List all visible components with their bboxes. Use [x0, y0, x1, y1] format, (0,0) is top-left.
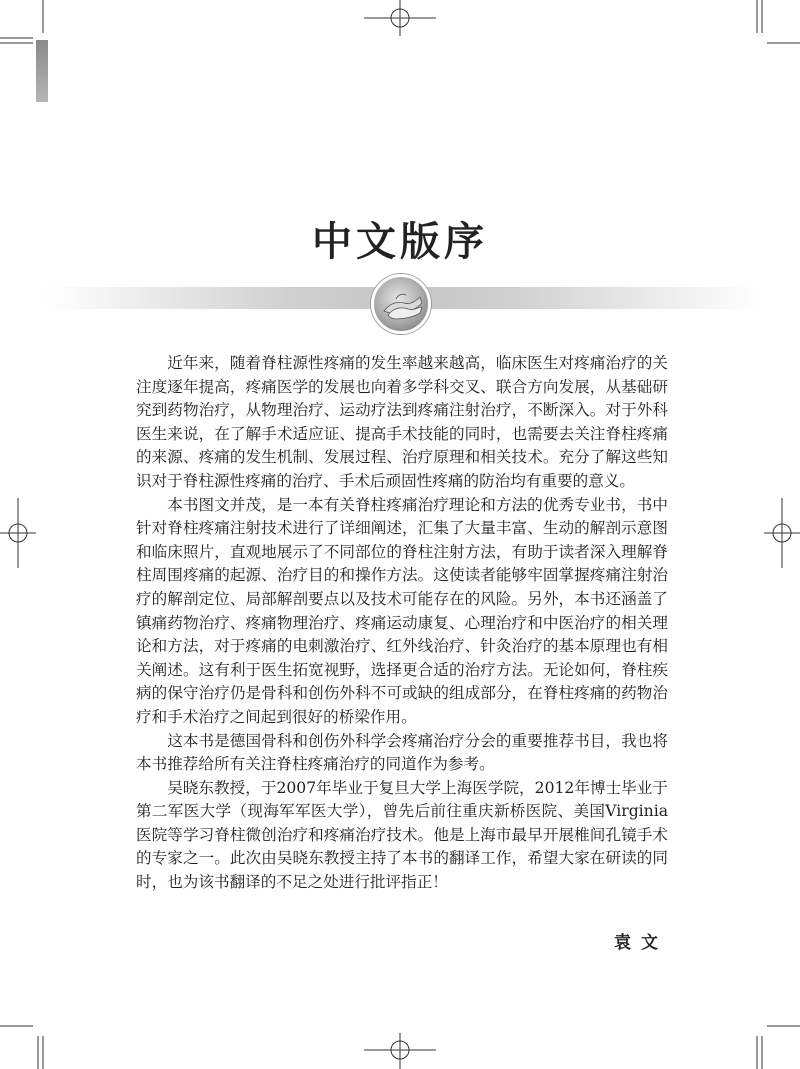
author-signature: 袁文: [614, 933, 668, 953]
margin-tab-bar: [36, 40, 48, 102]
preface-body: [136, 352, 668, 895]
paragraph: 近年来，随着脊柱源性疼痛的发生率越来越高，临床医生对疼痛治疗的关注度逐年提高，疼痛医学的发展也向着多学科交叉、联合方向发展，从基础研究到药物治疗，从物理治疗、运动疗法到疼痛注射治疗，不断深入。对于外科医生来说，在了解手术适应证、提高手术技能的同时，也需要去关注脊柱疼痛的来源、疼痛的发生机制、发展过程、治疗原理和相关技术。充分了解这些知识对于脊柱源性疼痛的治疗、手术后顽固性疼痛的防治均有重要的意义。: [136, 354, 668, 490]
paragraph: 本书图文并茂，是一本有关脊柱疼痛治疗理论和方法的优秀专业书，书中针对脊柱疼痛注射技术进行了详细阐述，汇集了大量丰富、生动的解剖示意图和临床照片，直观地展示了不同部位的脊柱注射方法，有助于读者深入理解脊柱周围疼痛的起源、治疗目的和操作方法。这使读者能够牢固掌握疼痛注射治疗的解剖定位、局部解剖要点以及技术可能存在的风险。另外，本书还涵盖了镇痛药物治疗、疼痛物理治疗、疼痛运动康复、心理治疗和中医治疗的相关理论和方法，对于疼痛的电刺激治疗、红外线治疗、针灸治疗的基本原理也有相关阐述。这有利于医生拓宽视野，选择更合适的治疗方法。无论如何，脊柱疾病的保守治疗仍是骨科和创伤外科不可或缺的组成部分，在脊柱疼痛的药物治疗和手术治疗之间起到很好的桥梁作用。: [136, 495, 668, 726]
hands-photo-icon: [371, 274, 431, 334]
paragraph: 吴晓东教授，于2007年毕业于复旦大学上海医学院，2012年博士毕业于第二军医大学（现海军军医大学），曾先后前往重庆新桥医院、美国Virginia医院等学习脊柱微创治疗和疼痛治疗技术。他是上海市最早开展椎间孔镜手术的专家之一。此次由吴晓东教授主持了本书的翻译工作，希望大家在研读的同时，也为该书翻译的不足之处进行批评指正！: [136, 778, 668, 892]
paragraph: 这本书是德国骨科和创伤外科学会疼痛治疗分会的重要推荐书目，我也将本书推荐给所有关注脊柱疼痛治疗的同道作为参考。: [136, 731, 668, 774]
page-title: 中文版序: [312, 218, 488, 265]
